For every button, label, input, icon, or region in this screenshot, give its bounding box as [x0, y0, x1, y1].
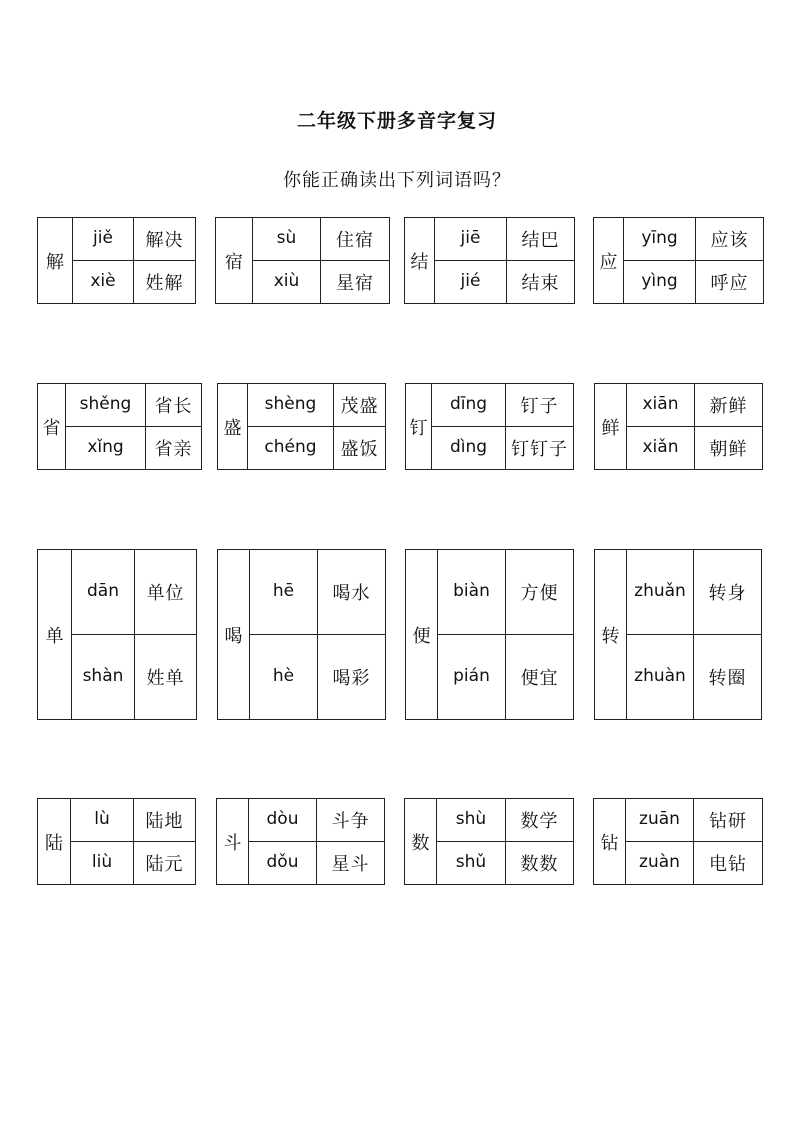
pinyin-cell: zhuàn: [627, 635, 694, 720]
example-word-cell: 结巴: [507, 218, 575, 261]
pinyin-cell: zuàn: [626, 842, 694, 885]
char-card-3-3: [593, 798, 763, 885]
polyphone-char: 钉: [406, 384, 432, 470]
pinyin-cell: zhuǎn: [627, 550, 694, 635]
example-word-cell: 便宜: [506, 635, 574, 720]
pinyin-cell: liù: [71, 842, 134, 885]
example-word-cell: 住宿: [321, 218, 390, 261]
polyphone-char: 钻: [594, 799, 626, 885]
example-word-cell: 数学: [506, 799, 574, 842]
example-word-cell: 结束: [507, 261, 575, 304]
char-card-1-1: [217, 383, 386, 470]
char-card-1-3: [594, 383, 763, 470]
polyphone-char: 陆: [38, 799, 71, 885]
char-card-0-1: [215, 217, 390, 304]
example-word-cell: 应该: [696, 218, 764, 261]
example-word-cell: 方便: [506, 550, 574, 635]
polyphone-char: 喝: [218, 550, 250, 720]
char-card-2-0: [37, 549, 197, 720]
pinyin-cell: hē: [250, 550, 318, 635]
pinyin-cell: shǔ: [437, 842, 506, 885]
example-word-cell: 茂盛: [334, 384, 386, 427]
polyphone-char: 结: [405, 218, 435, 304]
char-card-3-2: [404, 798, 574, 885]
example-word-cell: 单位: [135, 550, 197, 635]
example-word-cell: 喝水: [318, 550, 386, 635]
example-word-cell: 朝鲜: [695, 427, 763, 470]
pinyin-cell: dǒu: [249, 842, 317, 885]
pinyin-cell: chéng: [248, 427, 334, 470]
pinyin-cell: yìng: [624, 261, 696, 304]
pinyin-cell: jiě: [73, 218, 134, 261]
char-card-0-3: [593, 217, 764, 304]
pinyin-cell: sù: [253, 218, 321, 261]
char-card-1-2: [405, 383, 574, 470]
polyphone-char: 数: [405, 799, 437, 885]
pinyin-cell: pián: [438, 635, 506, 720]
page-title: 二年级下册多音字复习: [296, 110, 497, 132]
example-word-cell: 星斗: [317, 842, 385, 885]
char-card-3-0: [37, 798, 196, 885]
polyphone-char: 应: [594, 218, 624, 304]
pinyin-cell: yīng: [624, 218, 696, 261]
example-word-cell: 转圈: [694, 635, 762, 720]
example-word-cell: 盛饭: [334, 427, 386, 470]
example-word-cell: 斗争: [317, 799, 385, 842]
polyphone-char: 转: [595, 550, 627, 720]
pinyin-cell: xiù: [253, 261, 321, 304]
pinyin-cell: dòu: [249, 799, 317, 842]
char-card-0-0: [37, 217, 196, 304]
pinyin-cell: biàn: [438, 550, 506, 635]
example-word-cell: 解决: [134, 218, 196, 261]
example-word-cell: 钉钉子: [506, 427, 574, 470]
example-word-cell: 姓单: [135, 635, 197, 720]
example-word-cell: 钉子: [506, 384, 574, 427]
pinyin-cell: jiē: [435, 218, 507, 261]
pinyin-cell: zuān: [626, 799, 694, 842]
example-word-cell: 陆地: [134, 799, 196, 842]
example-word-cell: 电钻: [694, 842, 763, 885]
char-card-3-1: [216, 798, 385, 885]
example-word-cell: 数数: [506, 842, 574, 885]
pinyin-cell: dān: [72, 550, 135, 635]
polyphone-char: 省: [38, 384, 66, 470]
pinyin-cell: hè: [250, 635, 318, 720]
pinyin-cell: xǐng: [66, 427, 146, 470]
pinyin-cell: jié: [435, 261, 507, 304]
pinyin-cell: xiè: [73, 261, 134, 304]
pinyin-cell: shù: [437, 799, 506, 842]
pinyin-cell: shěng: [66, 384, 146, 427]
polyphone-char: 单: [38, 550, 72, 720]
example-word-cell: 转身: [694, 550, 762, 635]
polyphone-char: 解: [38, 218, 73, 304]
example-word-cell: 喝彩: [318, 635, 386, 720]
example-word-cell: 省长: [146, 384, 202, 427]
char-card-1-0: [37, 383, 202, 470]
pinyin-cell: lù: [71, 799, 134, 842]
pinyin-cell: dìng: [432, 427, 506, 470]
example-word-cell: 星宿: [321, 261, 390, 304]
example-word-cell: 陆元: [134, 842, 196, 885]
polyphone-char: 鲜: [595, 384, 627, 470]
page-subtitle: 你能正确读出下列词语吗？: [283, 170, 511, 191]
pinyin-cell: xiān: [627, 384, 695, 427]
example-word-cell: 省亲: [146, 427, 202, 470]
example-word-cell: 新鲜: [695, 384, 763, 427]
example-word-cell: 呼应: [696, 261, 764, 304]
pinyin-cell: dīng: [432, 384, 506, 427]
polyphone-char: 盛: [218, 384, 248, 470]
example-word-cell: 钻研: [694, 799, 763, 842]
polyphone-char: 便: [406, 550, 438, 720]
pinyin-cell: xiǎn: [627, 427, 695, 470]
example-word-cell: 姓解: [134, 261, 196, 304]
char-card-2-3: [594, 549, 762, 720]
char-card-2-1: [217, 549, 386, 720]
polyphone-char: 宿: [216, 218, 253, 304]
char-card-2-2: [405, 549, 574, 720]
char-card-0-2: [404, 217, 575, 304]
polyphone-char: 斗: [217, 799, 249, 885]
pinyin-cell: shèng: [248, 384, 334, 427]
pinyin-cell: shàn: [72, 635, 135, 720]
